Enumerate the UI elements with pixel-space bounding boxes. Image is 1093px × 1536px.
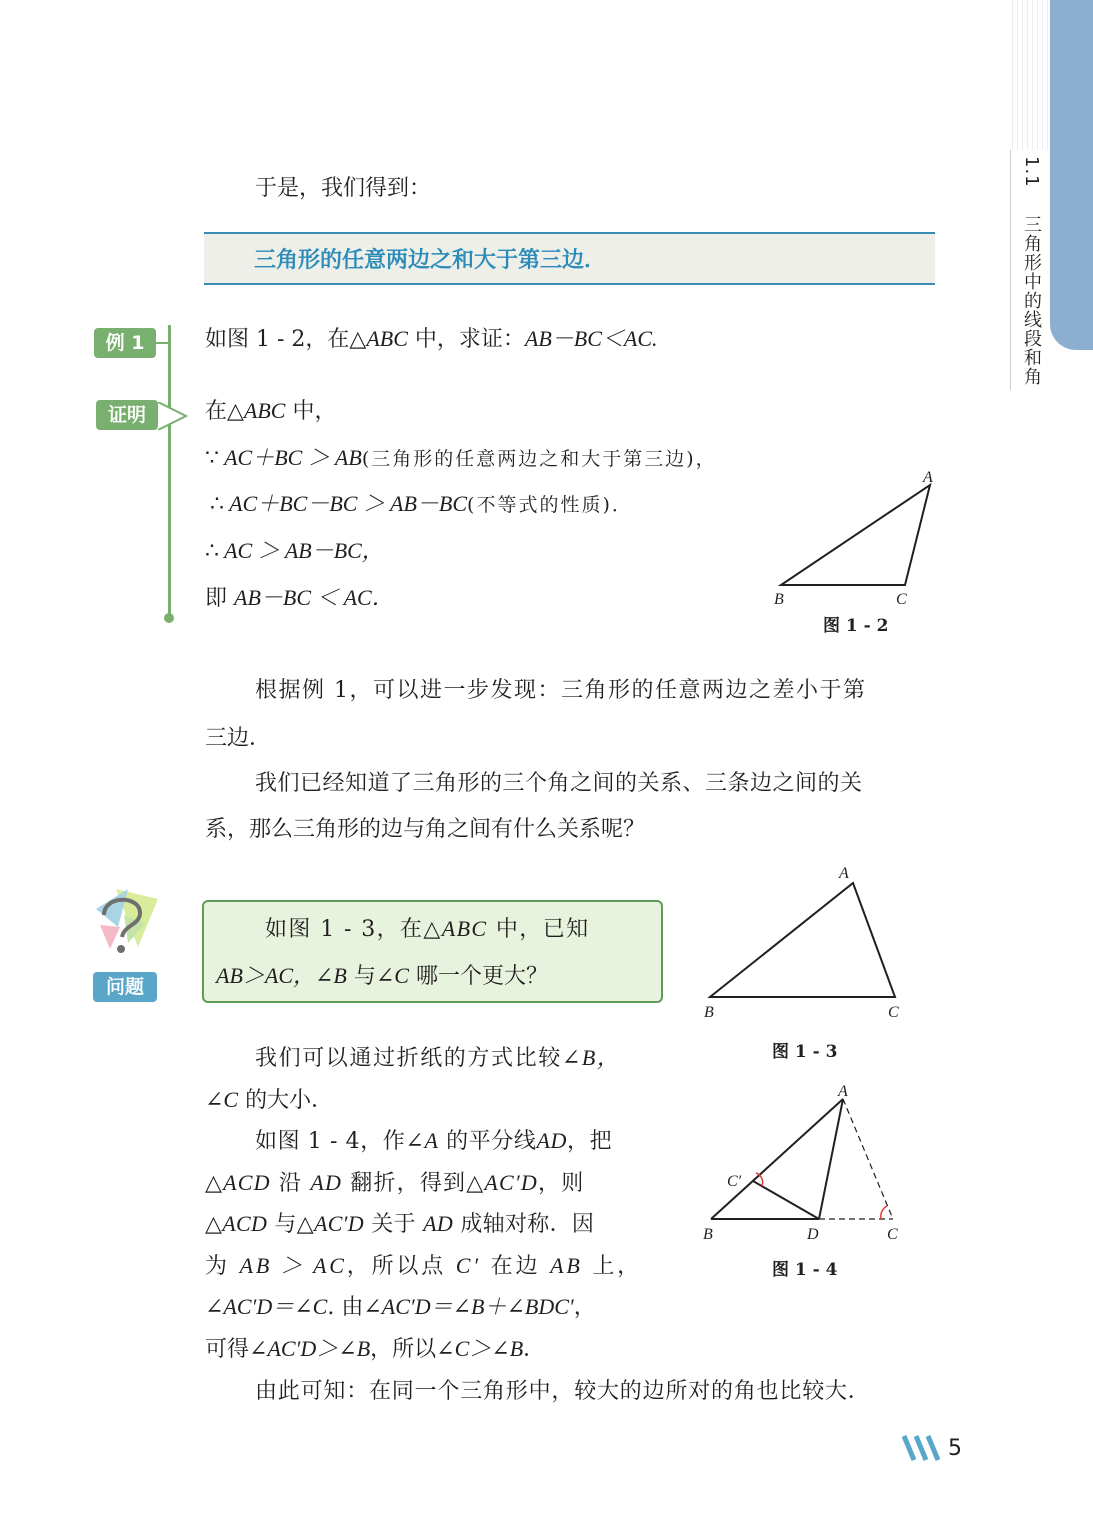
proof-line-5 — [205, 581, 394, 615]
p4-l6-m: ∠AC′D＞∠B — [249, 1336, 371, 1361]
question-line-1-text: 如图 1 - 3，在△ — [265, 917, 442, 942]
question-formula: AB＞AC，∠B — [216, 963, 347, 988]
proof-line-1-triangle: ABC — [243, 398, 286, 423]
proof-tag-arrow — [156, 402, 190, 430]
p4-l2-t3: 翻折，得到△ — [342, 1171, 485, 1196]
p4-l4-m3: AB — [550, 1253, 583, 1278]
p4-l4-t3: 在边 — [480, 1254, 551, 1279]
theorem-text: 三角形的任意两边之和大于第三边． — [254, 248, 607, 273]
paragraph-1-line-1: 根据例 1，可以进一步发现：三角形的任意两边之差小于第 — [255, 678, 867, 703]
paragraph-3-text: 我们可以通过折纸的方式比较 — [255, 1046, 562, 1071]
example-triangle-name: ABC — [366, 326, 408, 351]
side-decorative-stripes — [1012, 0, 1048, 150]
p4-l1-t: 如图 1 - 4，作 — [255, 1129, 406, 1154]
p4-l6-t: 可得 — [205, 1337, 250, 1362]
p4-l6-t3: ． — [523, 1337, 546, 1362]
p4-l4-m: AB ＞ AC — [239, 1253, 347, 1278]
proof-line-4 — [205, 534, 384, 568]
proof-line-2-formula: AC＋BC ＞ AB — [219, 445, 362, 470]
example-problem-text: 如图 1 - 2，在△ — [205, 327, 367, 352]
side-divider — [1010, 150, 1011, 390]
p4-l6-m2: ∠C＞∠B — [436, 1336, 524, 1361]
p4-l6-t2: ，所以 — [370, 1337, 437, 1362]
question-angle-c: ∠C — [375, 963, 409, 988]
vertex-label-d: D — [807, 1226, 819, 1243]
p4-l3-t2: 与△ — [267, 1212, 314, 1237]
proof-line-3-formula: AC＋BC－BC ＞ AB－BC — [224, 491, 468, 516]
paragraph-2-line-2: 系，那么三角形的边与角之间有什么关系呢？ — [205, 817, 646, 842]
vertex-label-c: C — [887, 1226, 898, 1243]
paragraph-3-angle-c: ∠C — [205, 1087, 239, 1112]
proof-line-3 — [210, 487, 633, 521]
p4-l1-t2: 的平分线 — [438, 1129, 537, 1154]
fold-line-dc-prime — [753, 1181, 819, 1219]
side-color-tab — [1050, 0, 1093, 350]
figure-1-4-caption: 图 1 - 4 — [772, 1260, 838, 1280]
p4-l1-m2: AD — [536, 1128, 568, 1153]
therefore-symbol: ∴ — [210, 492, 224, 517]
p4-l4-t4: 上， — [582, 1254, 642, 1279]
proof-line-4-formula: AC ＞ AB－BC， — [219, 538, 384, 563]
p4-l2-t2: 沿 — [270, 1171, 311, 1196]
vertex-label-c: C — [896, 591, 907, 608]
p4-l2-m3: AC′D — [484, 1170, 538, 1195]
vertex-label-a: A — [923, 469, 933, 486]
vertex-label-b: B — [774, 591, 784, 608]
question-line-1-suffix: 中，已知 — [487, 917, 590, 942]
proof-line-1-suffix: 中， — [285, 399, 337, 424]
p4-l3-t4: 成轴对称．因 — [453, 1212, 595, 1237]
triangle-abc-1 — [781, 485, 930, 585]
proof-line-1-text: 在△ — [205, 399, 244, 424]
because-symbol: ∵ — [205, 446, 219, 471]
p4-l5-m: ∠AC′D＝∠C — [205, 1294, 328, 1319]
example-tag: 例 1 — [94, 328, 156, 358]
conclusion-text: 由此可知：在同一个三角形中，较大的边所对的角也比较大． — [255, 1379, 871, 1404]
page-number-decoration — [900, 1432, 944, 1464]
section-number: 1.1 — [1021, 156, 1042, 188]
p4-l3-m: ACD — [222, 1211, 268, 1236]
example-tag-connector — [155, 333, 171, 353]
p4-l3-m2: AC′D — [313, 1211, 364, 1236]
vertex-label-b: B — [703, 1226, 713, 1243]
example-margin-line — [168, 325, 171, 617]
p4-l3-t: △ — [205, 1212, 223, 1237]
vertex-label-a: A — [838, 1083, 848, 1100]
p4-l1-t3: ，把 — [567, 1129, 613, 1154]
figure-1-3-caption: 图 1 - 3 — [772, 1042, 838, 1062]
triangle-abc-2 — [710, 883, 895, 997]
p4-l4-m2: C′ — [455, 1253, 481, 1278]
p4-l4-t2: ，所以点 — [346, 1254, 456, 1279]
figure-1-2-triangle — [760, 465, 950, 610]
p4-l5-m2: ∠AC′D＝∠B＋∠BDC′ — [363, 1294, 574, 1319]
p4-l3-m3: AD — [423, 1211, 454, 1236]
page-number: 5 — [948, 1436, 962, 1461]
p4-l2-t4: ，则 — [538, 1171, 585, 1196]
proof-tag: 证明 — [96, 400, 158, 430]
p4-l3-t3: 关于 — [363, 1212, 424, 1237]
paragraph-3-line-2 — [205, 1083, 333, 1117]
proof-line-1 — [205, 394, 336, 428]
proof-line-2-reason: (三角形的任意两边之和大于第三边)， — [361, 448, 717, 470]
paragraph-3-suffix: 的大小． — [238, 1088, 334, 1113]
p4-l5-t2: . 由 — [327, 1295, 364, 1320]
paragraph-4-line-6 — [205, 1332, 545, 1366]
proof-line-2 — [205, 441, 717, 475]
paragraph-4-line-2 — [205, 1166, 584, 1200]
question-line-1 — [265, 912, 590, 946]
figure-1-4-folding-diagram — [695, 1080, 915, 1250]
vertex-label-c: C — [888, 1004, 899, 1021]
question-line-2-mid: 与 — [346, 964, 376, 989]
question-puzzle-icon — [88, 885, 162, 965]
question-triangle-name: ABC — [441, 916, 488, 941]
example-margin-dot — [164, 613, 174, 623]
figure-1-3-triangle — [695, 860, 915, 1025]
p4-l5-t3: ， — [573, 1295, 596, 1320]
figure-1-2-caption: 图 1 - 2 — [823, 616, 889, 636]
proof-line-3-reason: (不等式的性质)． — [467, 494, 633, 516]
proof-line-5-formula: AB－BC ＜ AC． — [234, 585, 394, 610]
example-problem-formula: AB－BC＜AC. — [524, 326, 658, 351]
paragraph-4-line-4 — [205, 1249, 642, 1283]
example-problem — [205, 322, 658, 356]
therefore-symbol-2: ∴ — [205, 539, 219, 564]
proof-line-5-text: 即 — [205, 586, 234, 611]
paragraph-4-line-3 — [205, 1207, 594, 1241]
p4-l2-m2: AD — [310, 1170, 343, 1195]
paragraph-2-line-1: 我们已经知道了三角形的三个角之间的关系、三条边之间的关 — [255, 771, 863, 796]
question-line-2-suffix: 哪一个更大？ — [408, 964, 548, 989]
question-tag: 问题 — [93, 972, 157, 1002]
section-heading-vertical — [1016, 156, 1046, 386]
paragraph-1-line-2: 三边． — [205, 726, 272, 751]
vertex-label-b: B — [704, 1004, 714, 1021]
p4-l2-t: △ — [205, 1171, 224, 1196]
vertex-label-c-prime: C′ — [727, 1173, 742, 1190]
dashed-side-ac — [843, 1099, 893, 1219]
paragraph-3-angle-b: ∠B， — [561, 1045, 621, 1070]
example-problem-mid: 中，求证： — [407, 327, 525, 352]
paragraph-4-line-1 — [255, 1124, 612, 1158]
p4-l2-m: ACD — [223, 1170, 271, 1195]
paragraph-4-line-5 — [205, 1290, 596, 1324]
section-title: 三角形中的线段和角 — [1021, 215, 1042, 387]
question-line-2 — [216, 959, 548, 993]
p4-l4-t: 为 — [205, 1254, 240, 1279]
angle-mark-c — [881, 1206, 887, 1219]
vertex-label-a: A — [839, 865, 849, 882]
paragraph-3-line-1 — [255, 1041, 621, 1075]
p4-l1-m: ∠A — [405, 1128, 439, 1153]
intro-text: 于是，我们得到： — [255, 176, 432, 201]
